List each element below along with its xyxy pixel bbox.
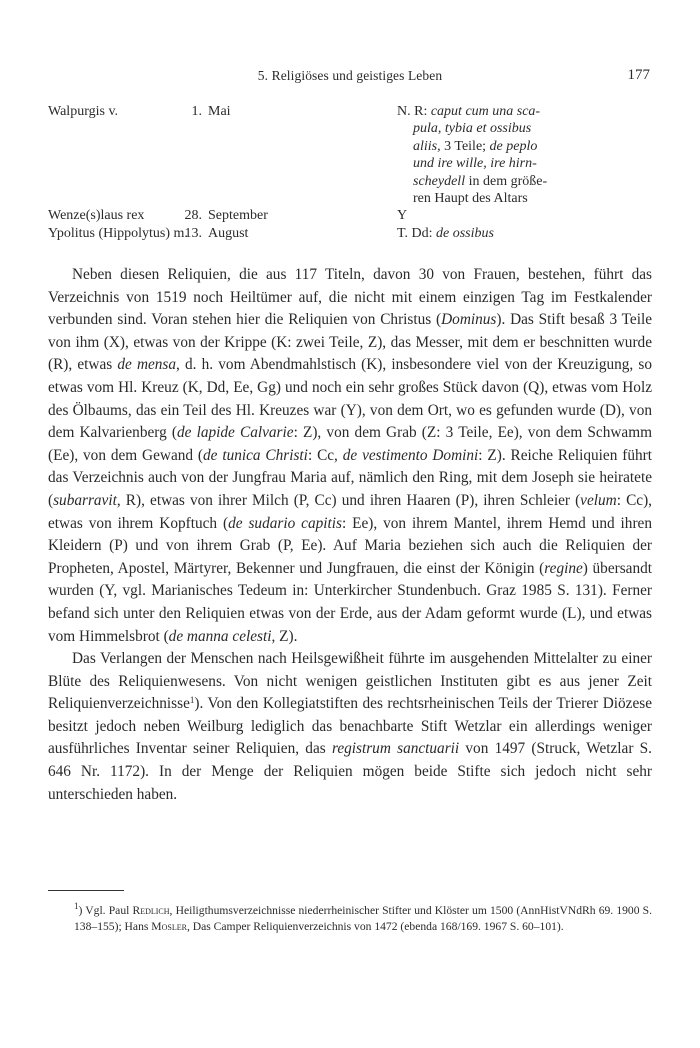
feast-month: September	[208, 208, 268, 224]
latin-phrase: de peplo	[489, 138, 538, 154]
footnote-text	[48, 903, 652, 935]
text-run: : Cc), etwas von ihrem Kopftuch (	[48, 491, 652, 532]
main-text	[48, 264, 652, 806]
source-line	[397, 138, 617, 155]
relic-row	[48, 207, 652, 224]
feast-month: August	[208, 225, 249, 241]
relic-source	[397, 207, 617, 224]
author-name: Mosler	[151, 920, 187, 933]
text-run: Y	[397, 208, 408, 224]
text-run: , Z).	[271, 627, 298, 645]
paragraph	[48, 648, 652, 806]
latin-phrase: caput cum una sca-	[430, 104, 541, 119]
text-run: , d. h. vom Abendmahlstisch (K), insbesondere viel von der Kreuzigung, so etwas vom Hl. Kreuz (K, Dd, Ee, Gg) und noch ein sehr großes Stück davon (Q), etwas vom Holz des Ölbaums, das ein Teil des Hl. Kreuzes war (Y), von dem Ort, wo es gefunden wurde (D), von dem Kalvarienberg (	[48, 356, 653, 442]
relic-source	[397, 103, 617, 207]
text-run: , R), etwas von ihrer Milch (P, Cc) und ihren Haaren (P), ihren Schleier (	[116, 491, 581, 509]
chapter-title: 5. Religiöses und geistiges Leben	[257, 68, 443, 83]
text-run: ) übersandt wurden (Y, vgl. Marianisches Tedeum in: Unterkircher Stundenbuch. Graz 1985 S. 131). Ferner befand sich unter den Reliquien etwas von der Erde, aus der Adam geformt wurde (L), und etwas vom Himmelsbrot (	[48, 559, 653, 645]
latin-phrase: scheydell	[413, 173, 466, 189]
latin-phrase: de lapide Calvarie	[177, 424, 294, 442]
source-line	[397, 190, 617, 207]
paragraph	[48, 264, 652, 648]
text-run: : Ee), von ihrem Mantel, ihrem Hemd und ihren Kleidern (P) und von ihrem Grab (P, Ee). Auf Maria beziehen sich auch die Reliquien der Propheten, Apostel, Märtyrer, Bekenner und Jungfrauen, die einst der Königin (	[48, 514, 652, 577]
latin-phrase: regine	[544, 559, 583, 577]
source-line	[397, 103, 617, 120]
latin-phrase: und ire wille, ire hirn-	[413, 156, 537, 172]
running-header	[48, 68, 652, 88]
latin-phrase: de mensa	[117, 356, 177, 374]
text-run: von 1497 (Struck, Wetzlar S. 646 Nr. 1172). In der Menge der Reliquien mögen beide Stifte sich jedoch nicht sehr unterschieden haben.	[48, 740, 653, 803]
text-run: 3 Teile;	[440, 138, 490, 154]
feast-date	[48, 207, 302, 224]
feast-day: 13.	[184, 225, 202, 241]
feast-date	[48, 225, 302, 242]
text-run: T. Dd:	[397, 225, 437, 241]
feast-month: Mai	[208, 104, 231, 119]
text-run: ). Von den Kollegiatstiften des rechtsrheinischen Teils der Trierer Diözese besitzt jedoch neben Weilburg lediglich das benachbarte Stift Wetzlar ein allerdings weniger ausführliches Inventar seiner Reliquien, das	[48, 695, 652, 758]
latin-phrase: pula, tybia et ossibus	[413, 121, 532, 137]
text-run: N. R:	[397, 104, 431, 119]
feast-day: 28.	[184, 208, 202, 224]
latin-phrase: de ossibus	[436, 225, 494, 241]
latin-phrase: Dominus	[441, 311, 497, 329]
text-run: ). Das Stift besaß 3 Teile von ihm (X), etwas von der Krippe (K: zwei Teile, Z), das Messer, mit dem er beschnitten wurde (R), etwas	[48, 311, 652, 374]
latin-phrase: de sudario capitis	[228, 514, 342, 532]
page-number: 177	[627, 67, 650, 83]
text-run: ) Vgl. Paul	[78, 904, 133, 917]
text-run: , Das Camper Reliquienverzeichnis von 1472 (ebenda 168/169. 1967 S. 60–101).	[186, 920, 564, 933]
footnote-marker: 1	[74, 901, 79, 911]
latin-phrase: aliis,	[413, 138, 441, 154]
latin-phrase: registrum sanctuarii	[331, 740, 460, 758]
footnote-marker: 1	[189, 695, 195, 706]
text-run: in dem größe-	[465, 173, 548, 189]
text-run: : Z), von dem Grab (Z: 3 Teile, Ee), von dem Schwamm (Ee), von dem Gewand (	[48, 424, 653, 464]
feast-date	[48, 103, 302, 120]
source-line	[397, 173, 617, 190]
relic-row	[48, 225, 652, 242]
relic-source	[397, 225, 617, 242]
saint-name: Wenze(s)laus rex	[48, 208, 145, 224]
text-run: : Z). Reiche Reliquien führt das Verzeichnis auch von der Jungfrau Maria auf, nämlich den Ring, mit dem Joseph sie heiratete (	[48, 446, 652, 509]
text-run: , Heiligthumsverzeichnisse niederrheinischer Stifter und Klöster um 1500 (AnnHistVNdRh 69. 1900 S. 138–155); Hans	[74, 904, 652, 933]
text-run: Das Verlangen der Menschen nach Heilsgewißheit führte im ausgehenden Mittelalter zu einer Blüte des Reliquienwesens. Von nicht wenigen geistlichen Instituten gibt es aus jener Zeit Reliquienverzeichnisse	[48, 650, 652, 713]
text-run: : Cc,	[307, 446, 343, 464]
saint-name: Walpurgis v.	[48, 104, 119, 119]
relic-table	[48, 103, 652, 242]
source-line	[397, 207, 617, 224]
footnote	[48, 903, 652, 935]
latin-phrase: de manna celesti	[168, 627, 272, 645]
footnote-divider	[48, 890, 124, 891]
source-line	[397, 120, 617, 137]
source-line	[397, 155, 617, 172]
text-run: ren Haupt des Altars	[413, 191, 528, 207]
relic-row	[48, 103, 652, 207]
latin-phrase: de tunica Christi	[203, 446, 308, 464]
feast-day: 1.	[191, 104, 202, 119]
source-line	[397, 225, 617, 242]
text-run: Neben diesen Reliquien, die aus 117 Titeln, davon 30 von Frauen, bestehen, führt das Verzeichnis von 1519 noch Heiltümer auf, die nicht mit einem einzigen Tag im Festkalender verbunden sind. Voran stehen hier die Reliquien von Christus (	[48, 266, 652, 329]
author-name: Redlich	[132, 904, 170, 917]
latin-phrase: velum	[580, 491, 617, 509]
saint-name: Ypolitus (Hippolytus) m.	[48, 225, 188, 241]
latin-phrase: subarravit	[53, 491, 117, 509]
latin-phrase: de vestimento Domini	[342, 446, 479, 464]
